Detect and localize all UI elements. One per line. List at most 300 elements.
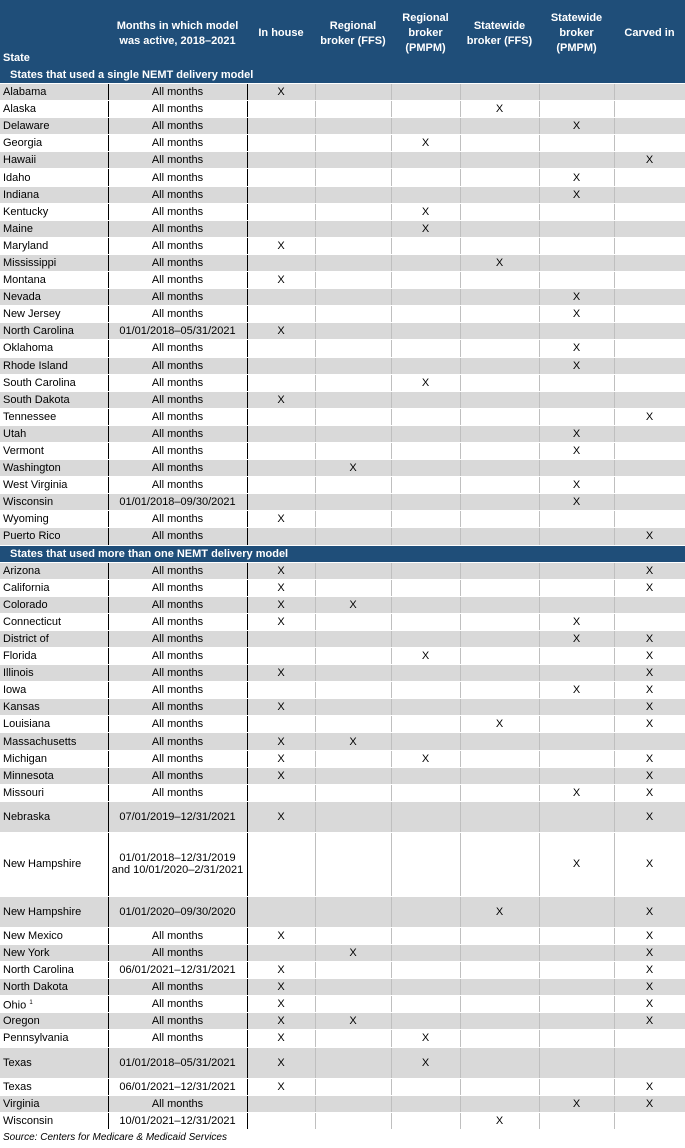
- state-name: Connecticut: [3, 615, 62, 628]
- state-name: Puerto Rico: [3, 530, 61, 543]
- months-cell: All months: [108, 340, 247, 357]
- table-row: [0, 996, 685, 1013]
- state-name: Wisconsin: [3, 496, 54, 509]
- carved-in-cell: X: [614, 832, 685, 896]
- regional-ffs-cell: [315, 408, 391, 425]
- state-cell: [0, 665, 108, 682]
- carved-in-cell: X: [614, 1013, 685, 1030]
- state-name: North Dakota: [3, 981, 68, 994]
- statewide-pmpm-cell: [539, 460, 614, 477]
- state-name: Illinois: [3, 667, 34, 680]
- months-cell: 01/01/2018–12/31/2019 and 10/01/2020–2/31/2021: [108, 832, 247, 896]
- statewide-pmpm-cell: [539, 1013, 614, 1030]
- table-row: [0, 1112, 685, 1129]
- months-cell: All months: [108, 442, 247, 459]
- in-house-cell: [247, 442, 315, 459]
- months-cell: All months: [108, 665, 247, 682]
- regional-pmpm-cell: [391, 494, 460, 511]
- table-row: [0, 101, 685, 118]
- carved-in-cell: X: [614, 699, 685, 716]
- regional-ffs-cell: [315, 323, 391, 340]
- state-cell: [0, 203, 108, 220]
- regional-ffs-cell: X: [315, 1013, 391, 1030]
- state-name: Oregon: [3, 1015, 40, 1028]
- months-cell: All months: [108, 169, 247, 186]
- header-regional-pmpm: Regional broker (PMPM): [391, 0, 460, 67]
- state-name: South Dakota: [3, 393, 70, 406]
- statewide-pmpm-cell: [539, 896, 614, 927]
- in-house-cell: [247, 630, 315, 647]
- carved-in-cell: X: [614, 1078, 685, 1095]
- months-cell: All months: [108, 682, 247, 699]
- carved-in-cell: [614, 203, 685, 220]
- regional-pmpm-cell: [391, 528, 460, 545]
- table-row: [0, 613, 685, 630]
- table-row: [0, 579, 685, 596]
- in-house-cell: X: [247, 750, 315, 767]
- table-row: [0, 340, 685, 357]
- in-house-cell: [247, 648, 315, 665]
- statewide-ffs-cell: [460, 1047, 539, 1078]
- statewide-pmpm-cell: X: [539, 832, 614, 896]
- state-cell: [0, 896, 108, 927]
- regional-pmpm-cell: [391, 254, 460, 271]
- months-cell: All months: [108, 630, 247, 647]
- months-cell: All months: [108, 1030, 247, 1047]
- state-name: Tennessee: [3, 410, 57, 423]
- state-cell: [0, 1013, 108, 1030]
- regional-pmpm-cell: [391, 357, 460, 374]
- table-row: [0, 1078, 685, 1095]
- statewide-ffs-cell: [460, 135, 539, 152]
- regional-pmpm-cell: [391, 896, 460, 927]
- carved-in-cell: X: [614, 1095, 685, 1112]
- statewide-pmpm-cell: [539, 767, 614, 784]
- statewide-ffs-cell: [460, 169, 539, 186]
- months-cell: All months: [108, 460, 247, 477]
- state-cell: [0, 460, 108, 477]
- state-name: Alaska: [3, 103, 37, 116]
- statewide-pmpm-cell: [539, 979, 614, 996]
- regional-pmpm-cell: [391, 996, 460, 1013]
- state-name: Georgia: [3, 137, 43, 150]
- state-name: North Carolina: [3, 964, 74, 977]
- state-name: Maryland: [3, 239, 49, 252]
- regional-pmpm-cell: [391, 306, 460, 323]
- statewide-ffs-cell: [460, 1078, 539, 1095]
- statewide-pmpm-cell: [539, 391, 614, 408]
- regional-pmpm-cell: [391, 801, 460, 832]
- state-name: Oklahoma: [3, 342, 54, 355]
- state-name: Pennsylvania: [3, 1032, 69, 1045]
- table-row: [0, 118, 685, 135]
- table-row: [0, 716, 685, 733]
- regional-ffs-cell: [315, 979, 391, 996]
- table-row: [0, 648, 685, 665]
- carved-in-cell: [614, 733, 685, 750]
- regional-ffs-cell: [315, 962, 391, 979]
- state-name: Colorado: [3, 598, 48, 611]
- state-cell: [0, 118, 108, 135]
- statewide-ffs-cell: X: [460, 896, 539, 927]
- regional-ffs-cell: [315, 511, 391, 528]
- state-cell: [0, 699, 108, 716]
- statewide-ffs-cell: [460, 460, 539, 477]
- months-cell: All months: [108, 186, 247, 203]
- state-cell: [0, 579, 108, 596]
- regional-ffs-cell: X: [315, 944, 391, 961]
- state-name: Nevada: [3, 291, 41, 304]
- in-house-cell: X: [247, 927, 315, 944]
- table-body: [0, 67, 685, 1129]
- state-cell: [0, 391, 108, 408]
- table-row: [0, 801, 685, 832]
- regional-pmpm-cell: [391, 186, 460, 203]
- regional-ffs-cell: [315, 237, 391, 254]
- table-row: [0, 203, 685, 220]
- in-house-cell: [247, 340, 315, 357]
- regional-pmpm-cell: [391, 1112, 460, 1129]
- carved-in-cell: X: [614, 944, 685, 961]
- statewide-pmpm-cell: [539, 1112, 614, 1129]
- statewide-pmpm-cell: [539, 962, 614, 979]
- state-cell: [0, 1112, 108, 1129]
- state-name: Nebraska: [3, 810, 51, 823]
- carved-in-cell: [614, 374, 685, 391]
- statewide-ffs-cell: [460, 306, 539, 323]
- state-cell: [0, 374, 108, 391]
- table-row: [0, 220, 685, 237]
- state-cell: [0, 1030, 108, 1047]
- carved-in-cell: X: [614, 962, 685, 979]
- state-cell: [0, 272, 108, 289]
- regional-pmpm-cell: [391, 979, 460, 996]
- statewide-ffs-cell: [460, 152, 539, 169]
- statewide-pmpm-cell: X: [539, 477, 614, 494]
- state-cell: [0, 494, 108, 511]
- regional-pmpm-cell: [391, 408, 460, 425]
- state-cell: [0, 1047, 108, 1078]
- carved-in-cell: [614, 101, 685, 118]
- carved-in-cell: [614, 306, 685, 323]
- state-name: North Carolina: [3, 325, 74, 338]
- statewide-pmpm-cell: X: [539, 357, 614, 374]
- state-name: Massachusetts: [3, 735, 77, 748]
- carved-in-cell: [614, 84, 685, 101]
- statewide-ffs-cell: [460, 801, 539, 832]
- regional-ffs-cell: [315, 767, 391, 784]
- state-cell: [0, 84, 108, 101]
- state-name: Texas: [3, 1056, 32, 1069]
- months-cell: All months: [108, 477, 247, 494]
- statewide-pmpm-cell: [539, 528, 614, 545]
- statewide-ffs-cell: [460, 408, 539, 425]
- in-house-cell: X: [247, 801, 315, 832]
- in-house-cell: [247, 1095, 315, 1112]
- statewide-ffs-cell: [460, 733, 539, 750]
- table-row: [0, 237, 685, 254]
- in-house-cell: X: [247, 733, 315, 750]
- statewide-ffs-cell: X: [460, 101, 539, 118]
- regional-pmpm-cell: [391, 699, 460, 716]
- statewide-pmpm-cell: [539, 220, 614, 237]
- statewide-pmpm-cell: X: [539, 289, 614, 306]
- table-row: [0, 979, 685, 996]
- regional-pmpm-cell: [391, 962, 460, 979]
- in-house-cell: [247, 408, 315, 425]
- months-cell: 06/01/2021–12/31/2021: [108, 962, 247, 979]
- statewide-ffs-cell: [460, 750, 539, 767]
- months-cell: All months: [108, 118, 247, 135]
- in-house-cell: X: [247, 665, 315, 682]
- state-cell: [0, 716, 108, 733]
- state-name: Kansas: [3, 701, 40, 714]
- statewide-pmpm-cell: [539, 579, 614, 596]
- statewide-ffs-cell: [460, 665, 539, 682]
- table-row: [0, 682, 685, 699]
- state-name: Iowa: [3, 684, 27, 697]
- regional-ffs-cell: X: [315, 733, 391, 750]
- regional-pmpm-cell: [391, 323, 460, 340]
- table-row: [0, 528, 685, 545]
- regional-ffs-cell: [315, 186, 391, 203]
- months-cell: All months: [108, 579, 247, 596]
- regional-ffs-cell: [315, 357, 391, 374]
- in-house-cell: [247, 1112, 315, 1129]
- carved-in-cell: X: [614, 750, 685, 767]
- state-cell: [0, 1095, 108, 1112]
- state-name: Texas: [3, 1080, 32, 1093]
- statewide-ffs-cell: [460, 374, 539, 391]
- carved-in-cell: X: [614, 408, 685, 425]
- regional-pmpm-cell: [391, 442, 460, 459]
- carved-in-cell: [614, 254, 685, 271]
- in-house-cell: [247, 477, 315, 494]
- in-house-cell: [247, 944, 315, 961]
- carved-in-cell: X: [614, 927, 685, 944]
- table-row: [0, 596, 685, 613]
- state-name: Utah: [3, 427, 27, 440]
- carved-in-cell: [614, 1112, 685, 1129]
- in-house-cell: X: [247, 979, 315, 996]
- months-cell: All months: [108, 716, 247, 733]
- statewide-ffs-cell: [460, 391, 539, 408]
- regional-ffs-cell: [315, 477, 391, 494]
- state-cell: [0, 289, 108, 306]
- regional-pmpm-cell: [391, 733, 460, 750]
- state-name: New York: [3, 946, 50, 959]
- carved-in-cell: [614, 220, 685, 237]
- table-row: [0, 391, 685, 408]
- statewide-pmpm-cell: [539, 152, 614, 169]
- in-house-cell: [247, 832, 315, 896]
- months-cell: 01/01/2018–05/31/2021: [108, 323, 247, 340]
- regional-pmpm-cell: [391, 716, 460, 733]
- state-name: Minnesota: [3, 769, 54, 782]
- in-house-cell: [247, 374, 315, 391]
- regional-ffs-cell: [315, 665, 391, 682]
- regional-pmpm-cell: [391, 596, 460, 613]
- in-house-cell: [247, 118, 315, 135]
- table-row: [0, 562, 685, 579]
- carved-in-cell: [614, 477, 685, 494]
- carved-in-cell: X: [614, 528, 685, 545]
- state-cell: [0, 613, 108, 630]
- carved-in-cell: [614, 1047, 685, 1078]
- regional-ffs-cell: [315, 425, 391, 442]
- table-row: [0, 460, 685, 477]
- months-cell: All months: [108, 391, 247, 408]
- regional-pmpm-cell: X: [391, 1047, 460, 1078]
- statewide-ffs-cell: [460, 511, 539, 528]
- in-house-cell: [247, 460, 315, 477]
- statewide-ffs-cell: [460, 699, 539, 716]
- months-cell: All months: [108, 767, 247, 784]
- in-house-cell: [247, 203, 315, 220]
- state-name: Vermont: [3, 445, 44, 458]
- state-cell: [0, 596, 108, 613]
- statewide-ffs-cell: [460, 340, 539, 357]
- in-house-cell: X: [247, 1078, 315, 1095]
- statewide-ffs-cell: [460, 579, 539, 596]
- statewide-pmpm-cell: [539, 101, 614, 118]
- months-cell: 01/01/2020–09/30/2020: [108, 896, 247, 927]
- statewide-ffs-cell: X: [460, 716, 539, 733]
- section-header-row: [0, 67, 685, 84]
- state-cell: [0, 784, 108, 801]
- header-in-house: In house: [247, 0, 315, 67]
- statewide-ffs-cell: [460, 562, 539, 579]
- statewide-pmpm-cell: [539, 596, 614, 613]
- in-house-cell: X: [247, 562, 315, 579]
- state-name: District of: [3, 632, 49, 645]
- in-house-cell: [247, 716, 315, 733]
- in-house-cell: X: [247, 511, 315, 528]
- statewide-ffs-cell: [460, 186, 539, 203]
- state-cell: [0, 306, 108, 323]
- statewide-pmpm-cell: [539, 699, 614, 716]
- state-cell: [0, 630, 108, 647]
- months-cell: All months: [108, 648, 247, 665]
- regional-pmpm-cell: [391, 152, 460, 169]
- regional-ffs-cell: [315, 896, 391, 927]
- regional-ffs-cell: [315, 613, 391, 630]
- carved-in-cell: [614, 186, 685, 203]
- table-row: [0, 1013, 685, 1030]
- months-cell: All months: [108, 613, 247, 630]
- carved-in-cell: X: [614, 648, 685, 665]
- regional-pmpm-cell: X: [391, 648, 460, 665]
- in-house-cell: X: [247, 1047, 315, 1078]
- months-cell: All months: [108, 927, 247, 944]
- months-cell: All months: [108, 357, 247, 374]
- table-row: [0, 665, 685, 682]
- table-row: [0, 962, 685, 979]
- in-house-cell: [247, 135, 315, 152]
- state-name: Delaware: [3, 120, 50, 133]
- table-row: [0, 477, 685, 494]
- statewide-ffs-cell: [460, 357, 539, 374]
- statewide-ffs-cell: [460, 203, 539, 220]
- state-cell: [0, 562, 108, 579]
- carved-in-cell: X: [614, 784, 685, 801]
- months-cell: 01/01/2018–09/30/2021: [108, 494, 247, 511]
- statewide-pmpm-cell: [539, 272, 614, 289]
- state-name: New Jersey: [3, 308, 61, 321]
- regional-ffs-cell: [315, 1078, 391, 1095]
- header-statewide-pmpm: Statewide broker (PMPM): [539, 0, 614, 67]
- regional-pmpm-cell: [391, 460, 460, 477]
- statewide-pmpm-cell: [539, 135, 614, 152]
- regional-ffs-cell: [315, 340, 391, 357]
- statewide-ffs-cell: [460, 1013, 539, 1030]
- statewide-ffs-cell: [460, 1030, 539, 1047]
- regional-ffs-cell: [315, 306, 391, 323]
- carved-in-cell: [614, 289, 685, 306]
- regional-pmpm-cell: [391, 1013, 460, 1030]
- regional-pmpm-cell: [391, 511, 460, 528]
- regional-ffs-cell: [315, 1030, 391, 1047]
- state-cell: [0, 101, 108, 118]
- state-cell: [0, 944, 108, 961]
- statewide-ffs-cell: [460, 927, 539, 944]
- carved-in-cell: X: [614, 665, 685, 682]
- in-house-cell: [247, 169, 315, 186]
- statewide-ffs-cell: [460, 962, 539, 979]
- carved-in-cell: [614, 118, 685, 135]
- table-row: [0, 272, 685, 289]
- regional-ffs-cell: X: [315, 596, 391, 613]
- carved-in-cell: [614, 1030, 685, 1047]
- months-cell: All months: [108, 699, 247, 716]
- state-name: New Mexico: [3, 929, 63, 942]
- state-cell: [0, 408, 108, 425]
- carved-in-cell: X: [614, 896, 685, 927]
- table-header: [0, 0, 685, 67]
- regional-ffs-cell: [315, 801, 391, 832]
- months-cell: All months: [108, 733, 247, 750]
- months-cell: All months: [108, 220, 247, 237]
- carved-in-cell: [614, 613, 685, 630]
- regional-ffs-cell: [315, 118, 391, 135]
- state-cell: [0, 832, 108, 896]
- table-row: [0, 152, 685, 169]
- carved-in-cell: [614, 340, 685, 357]
- regional-ffs-cell: [315, 716, 391, 733]
- in-house-cell: X: [247, 272, 315, 289]
- table-row: [0, 357, 685, 374]
- in-house-cell: X: [247, 996, 315, 1013]
- table-row: [0, 1095, 685, 1112]
- months-cell: All months: [108, 374, 247, 391]
- table-row: [0, 84, 685, 101]
- table-row: [0, 767, 685, 784]
- regional-ffs-cell: [315, 220, 391, 237]
- in-house-cell: [247, 254, 315, 271]
- statewide-pmpm-cell: X: [539, 1095, 614, 1112]
- months-cell: All months: [108, 944, 247, 961]
- regional-ffs-cell: [315, 832, 391, 896]
- carved-in-cell: X: [614, 996, 685, 1013]
- state-name: Ohio: [3, 999, 27, 1012]
- statewide-ffs-cell: [460, 528, 539, 545]
- months-cell: All months: [108, 84, 247, 101]
- regional-ffs-cell: [315, 152, 391, 169]
- carved-in-cell: X: [614, 579, 685, 596]
- regional-ffs-cell: [315, 630, 391, 647]
- carved-in-cell: X: [614, 562, 685, 579]
- state-name: West Virginia: [3, 479, 68, 492]
